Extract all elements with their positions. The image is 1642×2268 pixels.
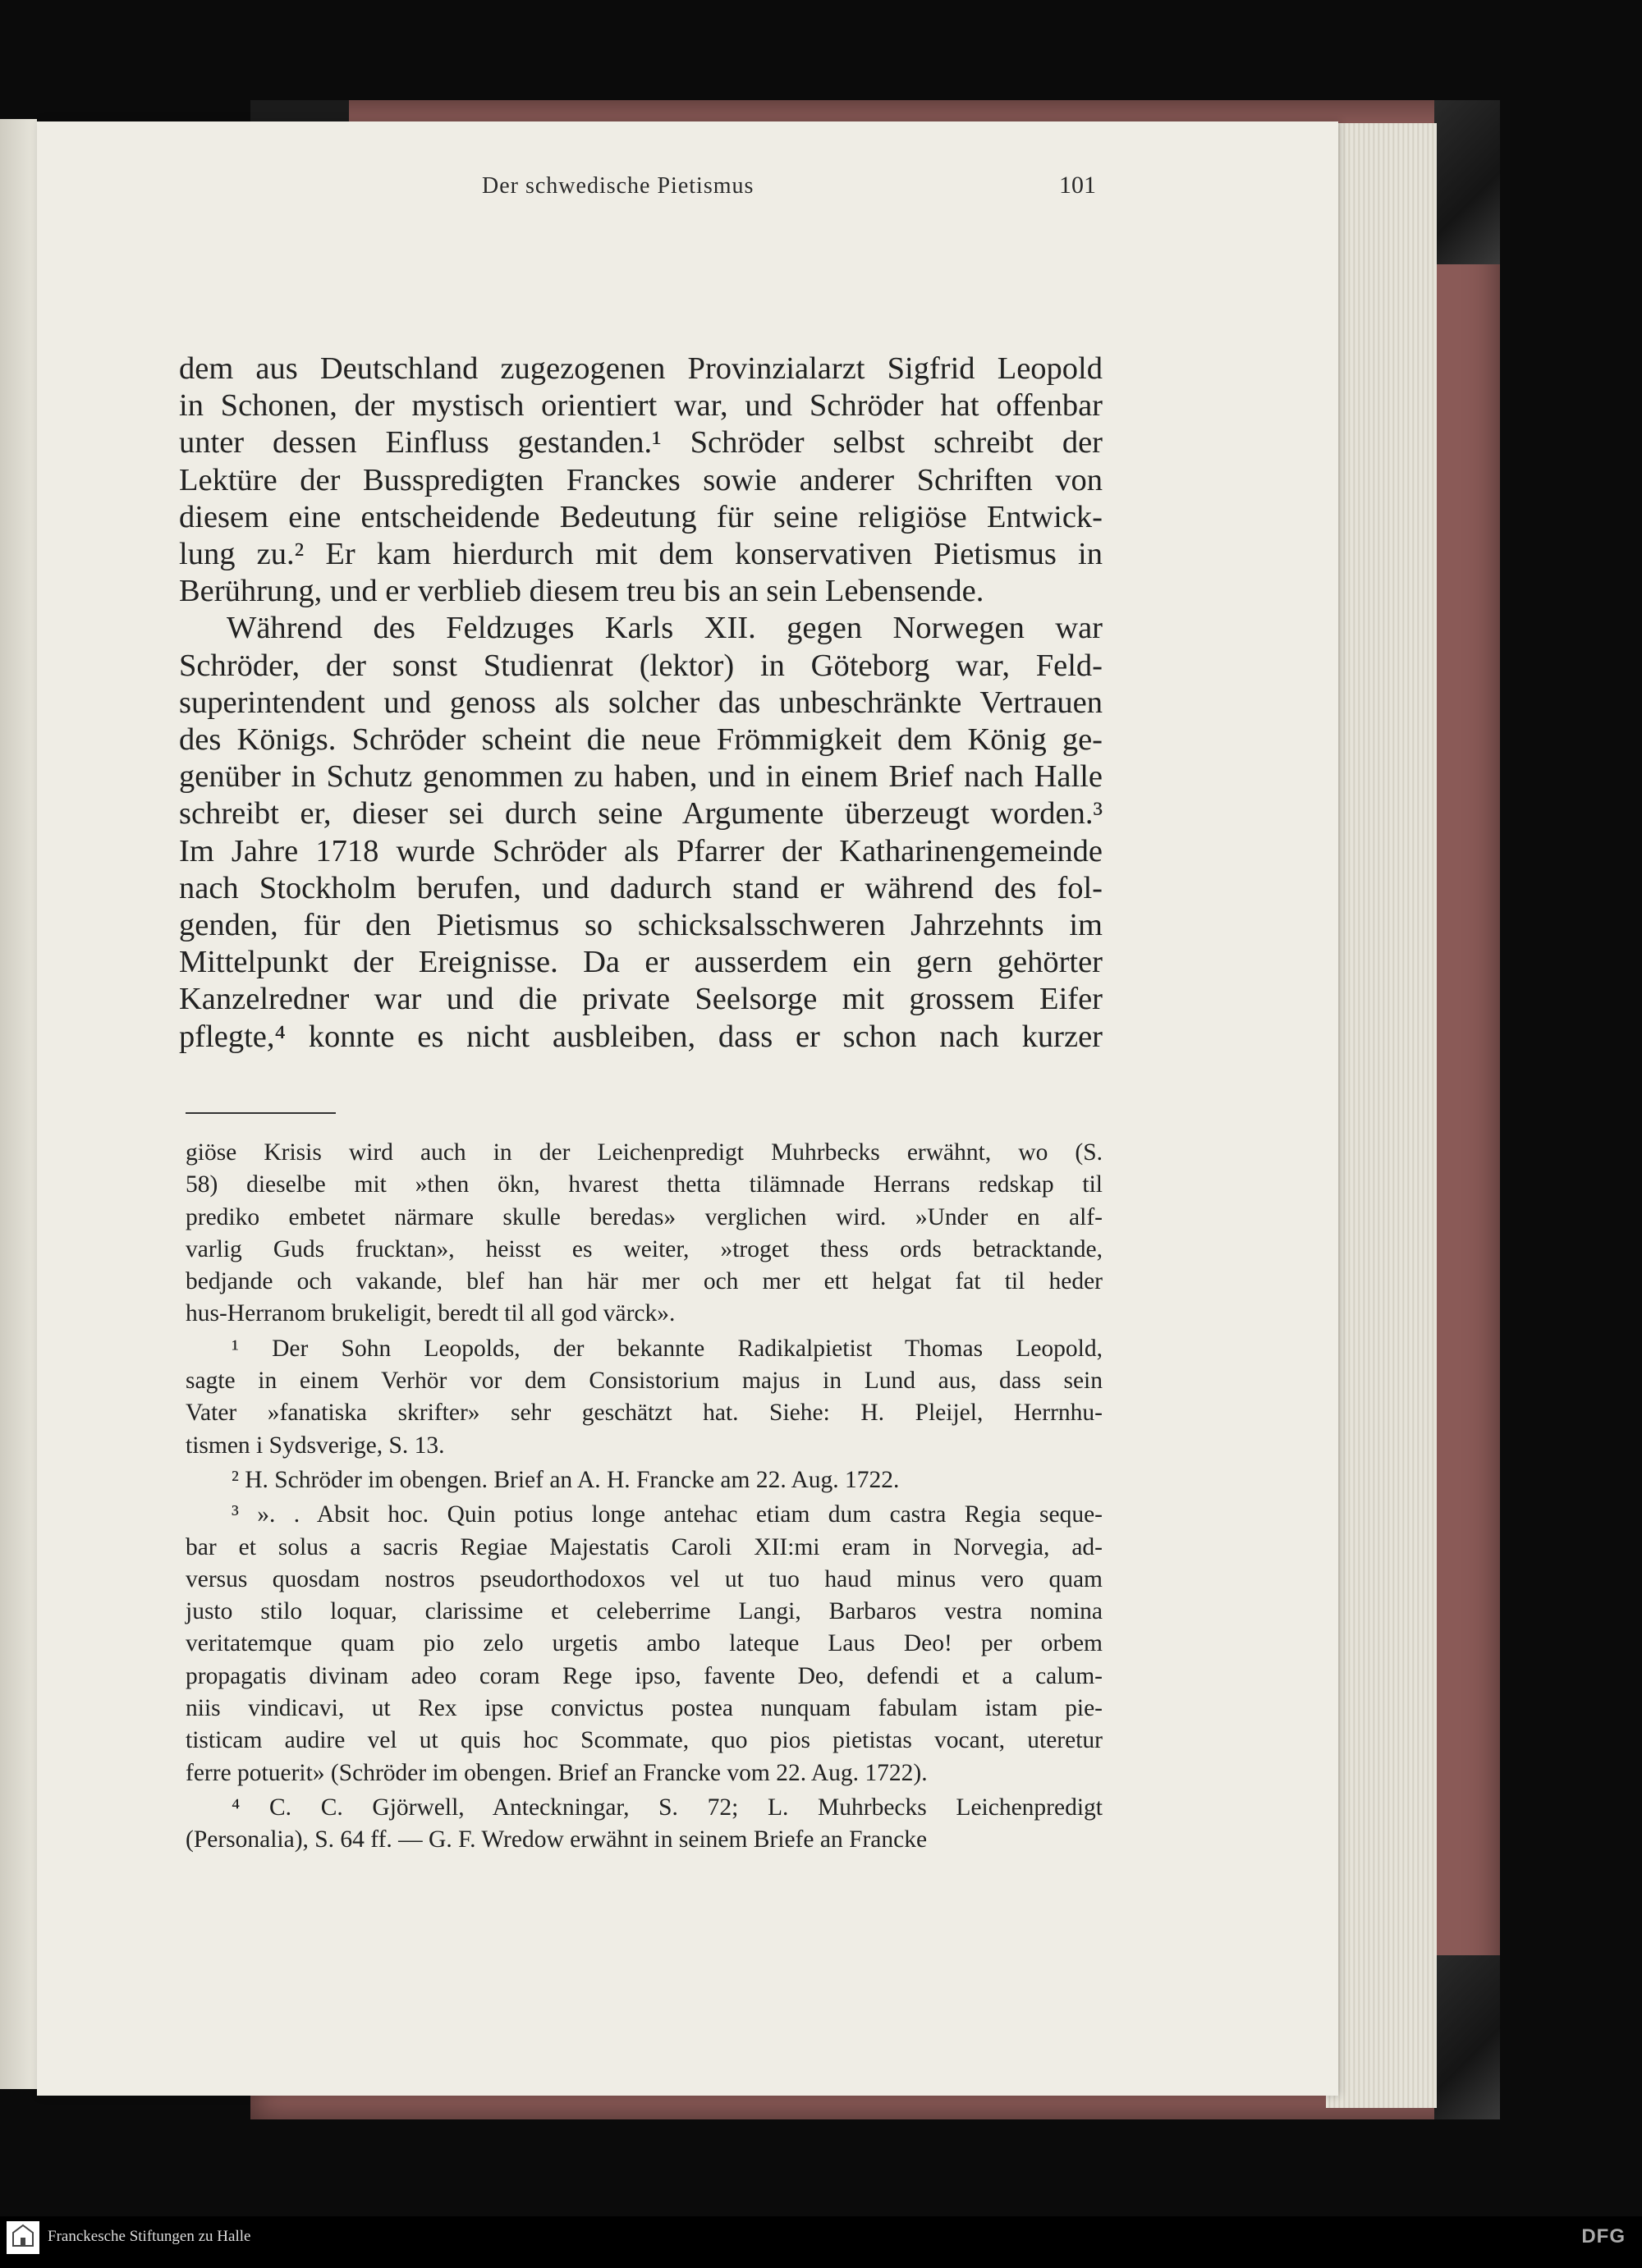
footnote-line: prediko embetet närmare skulle beredas» verglichen wird. »Under en alf-	[186, 1203, 1103, 1230]
body-line: unter dessen Einfluss gestanden.¹ Schröder selbst schreibt der	[179, 425, 1103, 460]
body-line: dem aus Deutschland zugezogenen Provinzialarzt Sigfrid Leopold	[179, 351, 1103, 386]
footnote-line: ³ ». . Absit hoc. Quin potius longe antehac etiam dum castra Regia seque-	[232, 1501, 1103, 1528]
body-line: in Schonen, der mystisch orientiert war, und Schröder hat offenbar	[179, 388, 1103, 424]
body-line: Im Jahre 1718 wurde Schröder als Pfarrer der Katharinengemeinde	[179, 833, 1103, 868]
body-line: genden, für den Pietismus so schicksalsschweren Jahrzehnts im	[179, 908, 1103, 943]
footnote-line: giöse Krisis wird auch in der Leichenpredigt Muhrbecks erwähnt, wo (S.	[186, 1139, 1103, 1166]
body-line: Schröder, der sonst Studienrat (lektor) in Göteborg war, Feld-	[179, 648, 1103, 683]
cover-corner-bottom	[1434, 1955, 1500, 2119]
body-line: genüber in Schutz genommen zu haben, und in einem Brief nach Halle	[179, 759, 1103, 795]
body-line: pflegte,⁴ konnte es nicht ausbleiben, dass er schon nach kurzer	[179, 1019, 1103, 1054]
footnote-line: sagte in einem Verhör vor dem Consistorium majus in Lund aus, dass sein	[186, 1368, 1103, 1395]
footnote-line: hus-Herranom brukeligit, beredt til all god värck».	[186, 1300, 676, 1327]
page-number: 101	[1059, 172, 1096, 199]
institution-logo	[7, 2221, 39, 2254]
body-line: Kanzelredner war und die private Seelsorge mit grossem Eifer	[179, 982, 1103, 1017]
footnote-line: varlig Guds frucktan», heisst es weiter, »troget thess ords betracktande,	[186, 1235, 1103, 1262]
footnote-line: (Personalia), S. 64 ff. — G. F. Wredow erwähnt in seinem Briefe an Francke	[186, 1826, 928, 1853]
footnote-line: ⁴ C. C. Gjörwell, Anteckningar, S. 72; L. Muhrbecks Leichenpredigt	[232, 1794, 1103, 1821]
body-line: Mittelpunkt der Ereignisse. Da er ausserdem ein gern gehörter	[179, 945, 1103, 980]
body-text	[179, 351, 1103, 1056]
body-line: Berührung, und er verblieb diesem treu bis an sein Lebensende.	[179, 574, 984, 609]
footnote-line: propagatis divinam adeo coram Rege ipso, favente Deo, defendi et a calum-	[186, 1662, 1103, 1689]
footnote-line: justo stilo loquar, clarissime et celeberrime Langi, Barbaros vestra nomina	[186, 1598, 1103, 1625]
footnote-rule	[186, 1112, 336, 1114]
footnote-line: ² H. Schröder im obengen. Brief an A. H. Francke am 22. Aug. 1722.	[232, 1466, 900, 1493]
institution-logo-icon	[7, 2221, 39, 2254]
body-line: lung zu.² Er kam hierdurch mit dem konservativen Pietismus in	[179, 537, 1103, 572]
dfg-logo: DFG	[1581, 2225, 1626, 2247]
footnote-line: 58) dieselbe mit »then ökn, hvarest thetta tilämnade Herrans redskap til	[186, 1171, 1103, 1198]
body-line: schreibt er, dieser sei durch seine Argumente überzeugt worden.³	[179, 796, 1103, 832]
footnote-line: bar et solus a sacris Regiae Majestatis Caroli XII:mi eram in Norvegia, ad-	[186, 1533, 1103, 1560]
body-line: des Königs. Schröder scheint die neue Frömmigkeit dem König ge-	[179, 722, 1103, 758]
body-line: diesem eine entscheidende Bedeutung für seine religiöse Entwick-	[179, 499, 1103, 534]
body-line: superintendent und genoss als solcher das unbeschränkte Vertrauen	[179, 685, 1103, 720]
footnote-line: ¹ Der Sohn Leopolds, der bekannte Radikalpietist Thomas Leopold,	[232, 1335, 1103, 1362]
body-line: nach Stockholm berufen, und dadurch stand er während des fol-	[179, 870, 1103, 905]
footnote-line: tisticam audire vel ut quis hoc Scommate, quo pios pietistas vocant, uteretur	[186, 1727, 1103, 1754]
footnote-line: niis vindicavi, ut Rex ipse convictus postea nunquam fabulam istam pie-	[186, 1695, 1103, 1722]
page-edges	[1326, 123, 1437, 2108]
footnote-line: ferre potuerit» (Schröder im obengen. Brief an Francke vom 22. Aug. 1722).	[186, 1759, 928, 1786]
footnotes	[186, 1137, 1103, 1857]
footnote-line: versus quosdam nostros pseudorthodoxos vel ut tuo haud minus vero quam	[186, 1565, 1103, 1592]
footnote-line: veritatemque quam pio zelo urgetis ambo lateque Laus Deo! per orbem	[186, 1630, 1103, 1657]
institution-name[interactable]: Franckesche Stiftungen zu Halle	[48, 2228, 251, 2245]
running-head: Der schwedische Pietismus	[482, 173, 754, 199]
body-line: Lektüre der Busspredigten Franckes sowie anderer Schriften von	[179, 462, 1103, 497]
footnote-line: Vater »fanatiska skrifter» sehr geschätzt hat. Siehe: H. Pleijel, Herrnhu-	[186, 1400, 1103, 1427]
body-line: Während des Feldzuges Karls XII. gegen Norwegen war	[227, 611, 1103, 646]
footnote-line: tismen i Sydsverige, S. 13.	[186, 1432, 445, 1459]
previous-page-edge	[0, 119, 37, 2089]
footnote-line: bedjande och vakande, blef han här mer och mer ett helgat fat til heder	[186, 1268, 1103, 1295]
cover-corner-top	[1434, 100, 1500, 264]
